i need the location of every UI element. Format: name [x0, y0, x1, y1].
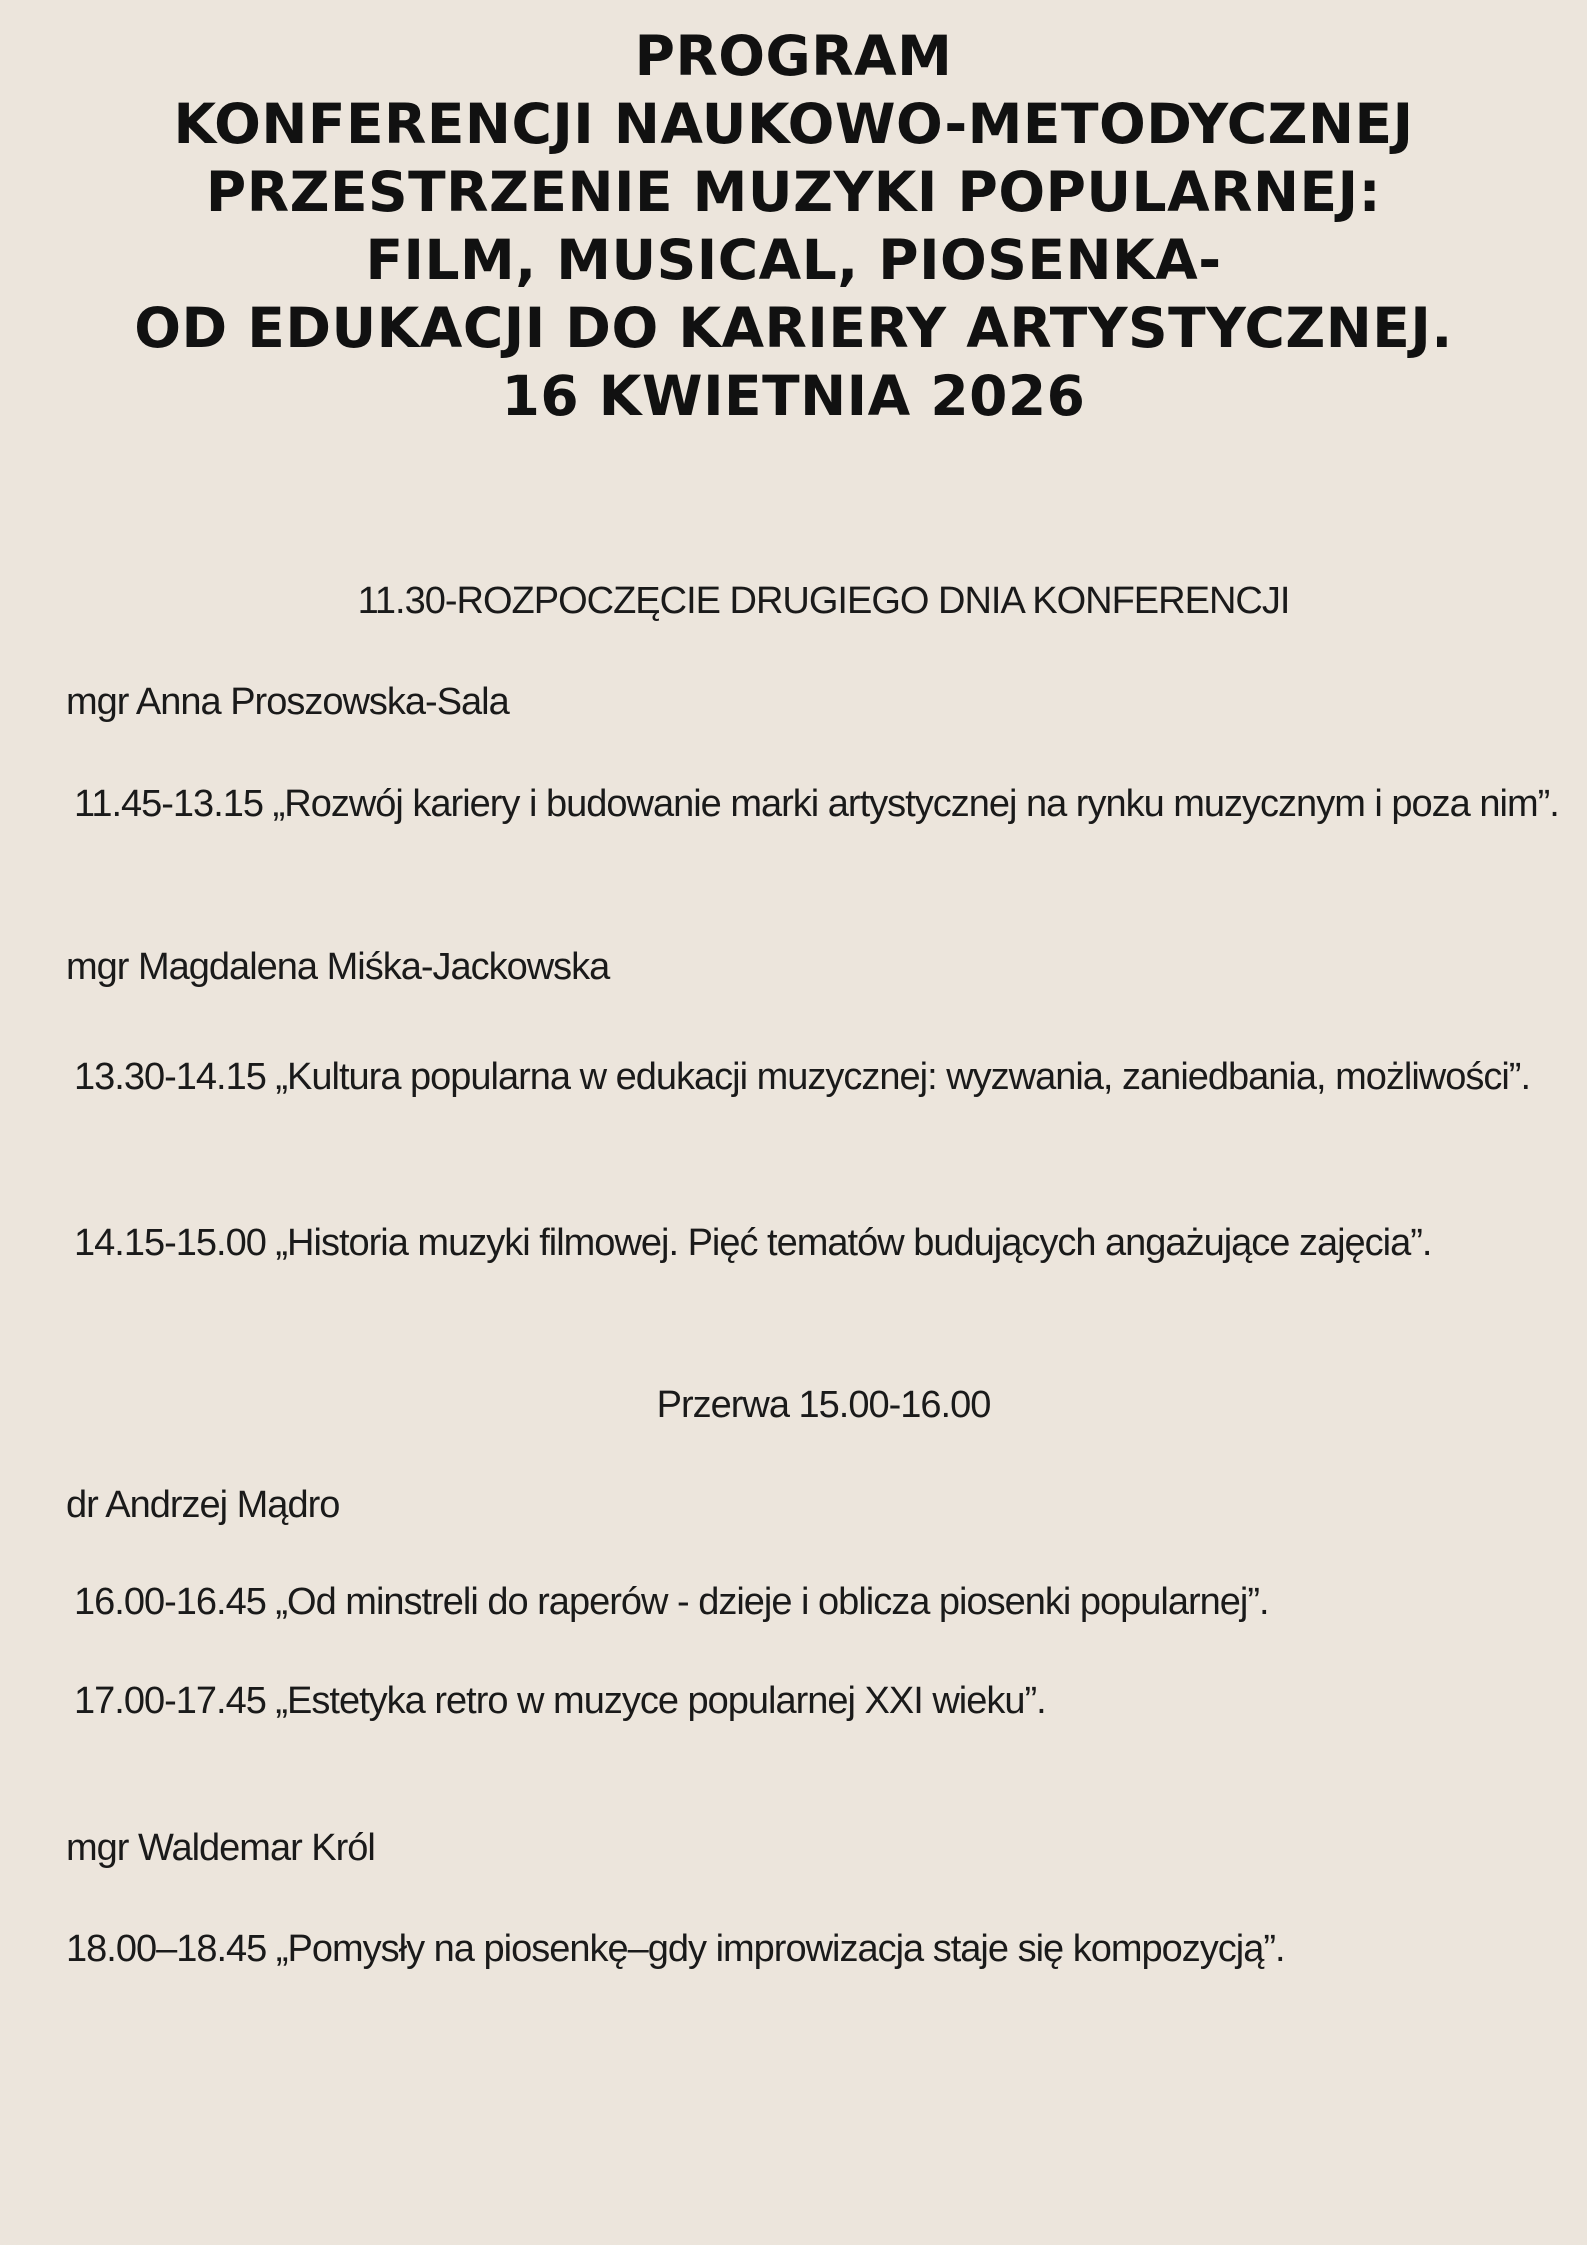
- talk-text: [66, 774, 1566, 834]
- speaker-name: mgr Anna Proszowska-Sala: [66, 681, 509, 723]
- speaker-name: mgr Waldemar Król: [66, 1827, 375, 1869]
- talk-title: „Od minstreli do raperów - dzieje i oblicza piosenki popularnej”.: [275, 1581, 1269, 1623]
- talk-time: 16.00-16.45: [74, 1581, 266, 1623]
- header-line-program: PROGRAM: [634, 24, 953, 88]
- speaker-block: [66, 672, 1566, 732]
- header-line-subtitle: FILM, MUSICAL, PIOSENKA-: [365, 228, 1222, 292]
- talk-time: 14.15-15.00: [74, 1222, 266, 1264]
- talk-text: [66, 1671, 1566, 1731]
- talk-entry: [66, 1671, 1566, 1731]
- speaker-name: mgr Magdalena Miśka-Jackowska: [66, 946, 610, 988]
- speaker-block: [66, 937, 1566, 997]
- speaker-block: [66, 1818, 1566, 1878]
- talk-entry: [66, 774, 1566, 834]
- talk-title: „Estetyka retro w muzyce popularnej XXI wieku”.: [275, 1680, 1046, 1722]
- talk-time: 18.00–18.45: [66, 1928, 267, 1970]
- talk-time: 11.45-13.15: [74, 783, 264, 825]
- talk-time: 13.30-14.15: [74, 1056, 266, 1098]
- talk-entry: [66, 1213, 1566, 1273]
- speaker-block: [66, 1475, 1566, 1535]
- talk-entry: [66, 1919, 1566, 1979]
- talk-text: [66, 1047, 1566, 1107]
- header-line-subtitle-2: OD EDUKACJI DO KARIERY ARTYSTYCZNEJ.: [134, 296, 1453, 360]
- header-line-title: PRZESTRZENIE MUZYKI POPULARNEJ:: [205, 160, 1382, 224]
- header-line-conference: KONFERENCJI NAUKOWO-METODYCZNEJ: [173, 92, 1414, 156]
- opening-line: 11.30-ROZPOCZĘCIE DRUGIEGO DNIA KONFERENCJI: [357, 580, 1290, 622]
- talk-title: „Pomysły na piosenkę–gdy improwizacja staje się kompozycją”.: [266, 1928, 1285, 1970]
- talk-entry: [66, 1572, 1566, 1632]
- talk-title: „Kultura popularna w edukacji muzycznej: wyzwania, zaniedbania, możliwości”.: [275, 1056, 1531, 1098]
- talk-text: [66, 1572, 1566, 1632]
- program-header: [0, 22, 1587, 430]
- talk-title: „Historia muzyki filmowej. Pięć tematów budujących angażujące zajęcia”.: [275, 1222, 1432, 1264]
- talk-text: [66, 1919, 1566, 1979]
- talk-entry: [66, 1047, 1566, 1107]
- talk-title: „Rozwój kariery i budowanie marki artystycznej na rynku muzycznym i poza nim”.: [272, 783, 1559, 825]
- break-line: Przerwa 15.00-16.00: [656, 1384, 991, 1426]
- talk-text: [66, 1213, 1566, 1273]
- header-line-date: 16 KWIETNIA 2026: [501, 364, 1086, 428]
- talk-time: 17.00-17.45: [74, 1680, 266, 1722]
- speaker-name: dr Andrzej Mądro: [66, 1484, 340, 1526]
